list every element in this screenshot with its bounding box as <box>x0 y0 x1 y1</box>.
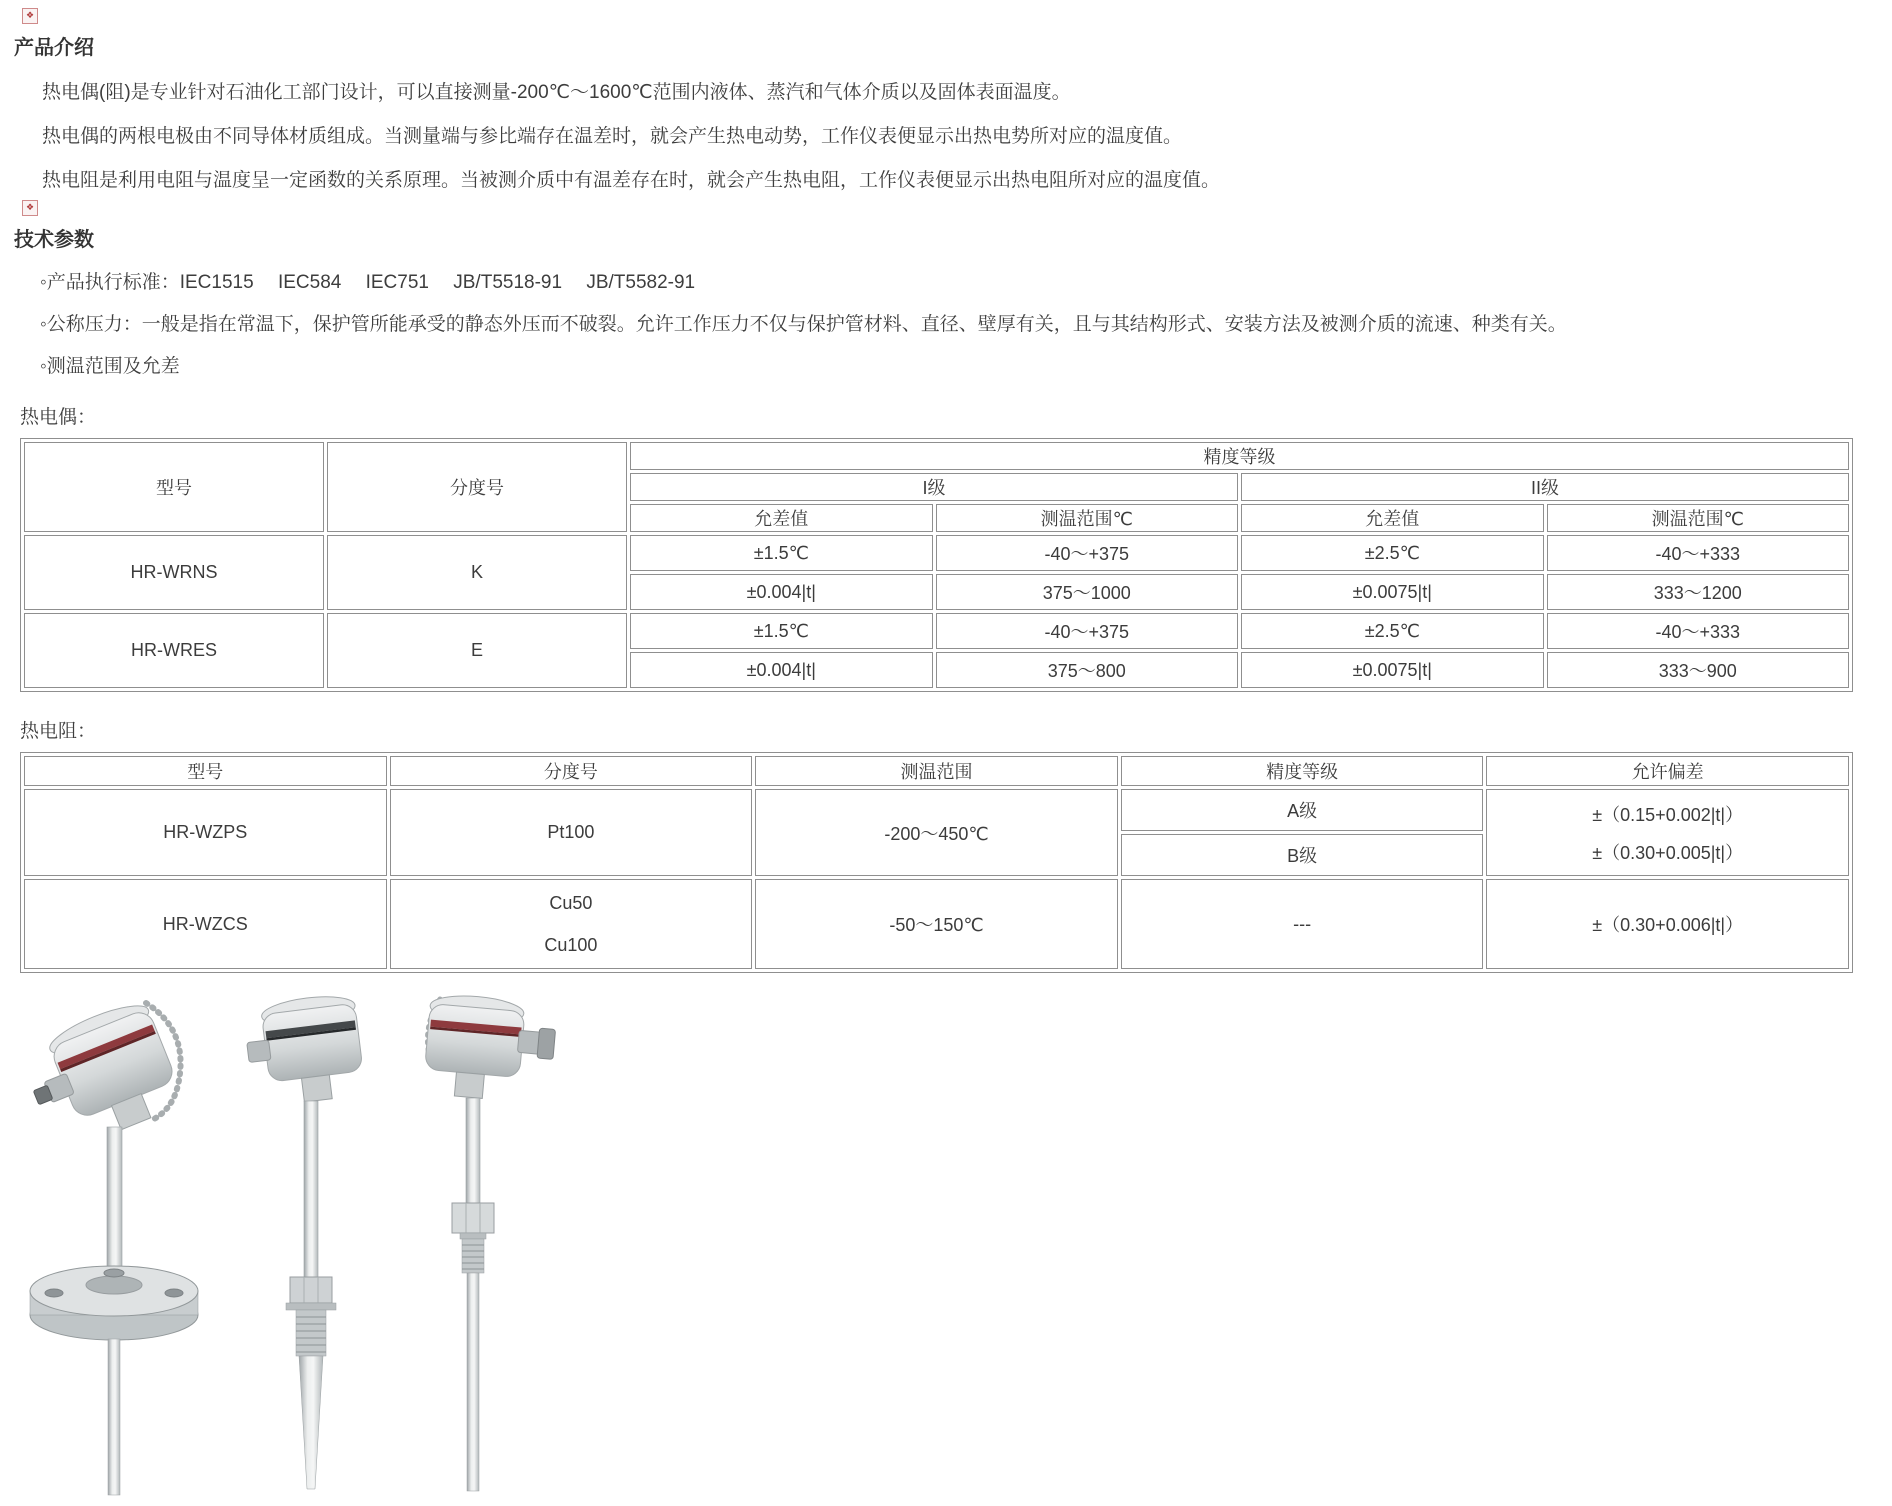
connection-head <box>242 992 366 1108</box>
tc-header-tolerance-1: 允差值 <box>630 504 933 532</box>
rtd-header-deviation: 允许偏差 <box>1486 756 1849 786</box>
table-row <box>24 613 1849 649</box>
product-photo-threaded-sensor <box>410 989 562 1504</box>
product-photo-tapered-sensor <box>240 989 376 1506</box>
product-photos <box>24 989 1892 1506</box>
intro-paragraph-2: 热电偶的两根电极由不同导体材质组成。当测量端与参比端存在温差时，就会产生热电动势，工作仪表便显示出热电势所对应的温度值。 <box>42 126 1183 147</box>
threads <box>462 1239 484 1273</box>
intro-paragraph-3: 热电阻是利用电阻与温度呈一定函数的关系原理。当被测介质中有温差存在时，就会产生热电阻，工作仪表便显示出热电阻所对应的温度值。 <box>42 170 1221 191</box>
tc-cell: ±1.5℃ <box>630 613 933 649</box>
rtd-range-cell: -200～450℃ <box>755 789 1118 876</box>
rtd-header-range: 测温范围 <box>755 756 1118 786</box>
tc-grad-e: E <box>327 613 627 688</box>
rtd-header-accuracy: 精度等级 <box>1121 756 1484 786</box>
tc-header-graduation: 分度号 <box>327 442 627 532</box>
tc-header-tolerance-2: 允差值 <box>1241 504 1544 532</box>
rtd-acc-a: A级 <box>1121 789 1484 831</box>
tc-model-wrns: HR-WRNS <box>24 535 324 610</box>
broken-image-icon: ❖ <box>22 8 38 24</box>
tc-cell: -40～+375 <box>936 535 1239 571</box>
probe <box>466 1098 480 1203</box>
product-photo-flange-sensor <box>24 989 206 1506</box>
rtd-table <box>20 752 1853 973</box>
tc-header-model: 型号 <box>24 442 324 532</box>
rtd-grad-cu <box>390 879 753 969</box>
intro-paragraph-1: 热电偶(阻)是专业针对石油化工部门设计，可以直接测量-200℃～1600℃范围内液体、蒸汽和气体介质以及固体表面温度。 <box>42 82 1071 103</box>
rtd-grad-cu100: Cu100 <box>544 934 598 955</box>
rtd-header-graduation: 分度号 <box>390 756 753 786</box>
thermocouple-table <box>20 438 1853 692</box>
tc-header-accuracy: 精度等级 <box>630 442 1849 470</box>
tc-cell: ±2.5℃ <box>1241 613 1544 649</box>
rtd-deviation-cell: ±（0.30+0.006|t|） <box>1486 879 1849 969</box>
rtd-deviation-a: ±（0.15+0.002|t|） <box>1592 804 1744 825</box>
probe <box>304 1101 318 1277</box>
tc-cell: ±0.0075|t| <box>1241 652 1544 688</box>
tc-cell: 333～1200 <box>1547 574 1850 610</box>
tapered-thermocouple-image <box>240 989 376 1501</box>
tc-cell: ±0.004|t| <box>630 574 933 610</box>
flange-thermocouple-image <box>24 989 206 1501</box>
rtd-range-cell: -50～150℃ <box>755 879 1118 969</box>
tc-header-class1: I级 <box>630 473 1238 501</box>
table-row <box>24 535 1849 571</box>
probe-lower <box>108 1339 120 1495</box>
rtd-deviation-cell <box>1486 789 1849 876</box>
rtd-acc-b: B级 <box>1121 834 1484 876</box>
connection-head <box>24 997 186 1155</box>
table-row <box>24 789 1849 831</box>
tc-cell: 375～800 <box>936 652 1239 688</box>
tc-cell: ±1.5℃ <box>630 535 933 571</box>
tc-cell: ±0.0075|t| <box>1241 574 1544 610</box>
tc-cell: 375～1000 <box>936 574 1239 610</box>
rtd-table-label: 热电阻： <box>20 721 97 742</box>
tech-bullet-range: ◦测温范围及允差 <box>40 356 180 377</box>
intro-heading: 产品介绍 <box>14 37 94 59</box>
table-row <box>24 879 1849 969</box>
thermocouple-table-label: 热电偶： <box>20 407 97 428</box>
tc-header-class2: II级 <box>1241 473 1849 501</box>
threaded-thermocouple-image <box>410 989 562 1499</box>
tc-cell: ±0.004|t| <box>630 652 933 688</box>
rtd-model-wzps: HR-WZPS <box>24 789 387 876</box>
tc-header-range-1: 测温范围℃ <box>936 504 1239 532</box>
rtd-acc-none: --- <box>1121 879 1484 969</box>
tc-model-wres: HR-WRES <box>24 613 324 688</box>
rtd-header-model: 型号 <box>24 756 387 786</box>
connection-head <box>422 993 557 1105</box>
tech-heading: 技术参数 <box>14 229 94 251</box>
hex-nut <box>452 1203 494 1239</box>
tapered-tip <box>299 1356 323 1489</box>
tc-cell: 333～900 <box>1547 652 1850 688</box>
hex-nut <box>286 1277 336 1310</box>
rtd-grad-cu50: Cu50 <box>549 892 593 913</box>
tc-cell: ±2.5℃ <box>1241 535 1544 571</box>
broken-image-icon: ❖ <box>22 200 38 216</box>
threads <box>296 1310 326 1356</box>
tc-cell: -40～+333 <box>1547 613 1850 649</box>
flange <box>30 1266 198 1340</box>
tc-header-range-2: 测温范围℃ <box>1547 504 1850 532</box>
rtd-grad-pt100: Pt100 <box>390 789 753 876</box>
tc-grad-k: K <box>327 535 627 610</box>
probe-lower <box>467 1273 479 1491</box>
rtd-model-wzcs: HR-WZCS <box>24 879 387 969</box>
rtd-deviation-b: ±（0.30+0.005|t|） <box>1592 842 1744 863</box>
tc-cell: -40～+333 <box>1547 535 1850 571</box>
tech-bullet-standards: ◦产品执行标准：IEC1515 IEC584 IEC751 JB/T5518-91 JB/T5582-91 <box>40 272 696 293</box>
tc-cell: -40～+375 <box>936 613 1239 649</box>
tech-bullet-pressure: ◦公称压力：一般是指在常温下，保护管所能承受的静态外压而不破裂。允许工作压力不仅与保护管材料、直径、壁厚有关，且与其结构形式、安装方法及被测介质的流速、种类有关。 <box>40 314 1567 335</box>
